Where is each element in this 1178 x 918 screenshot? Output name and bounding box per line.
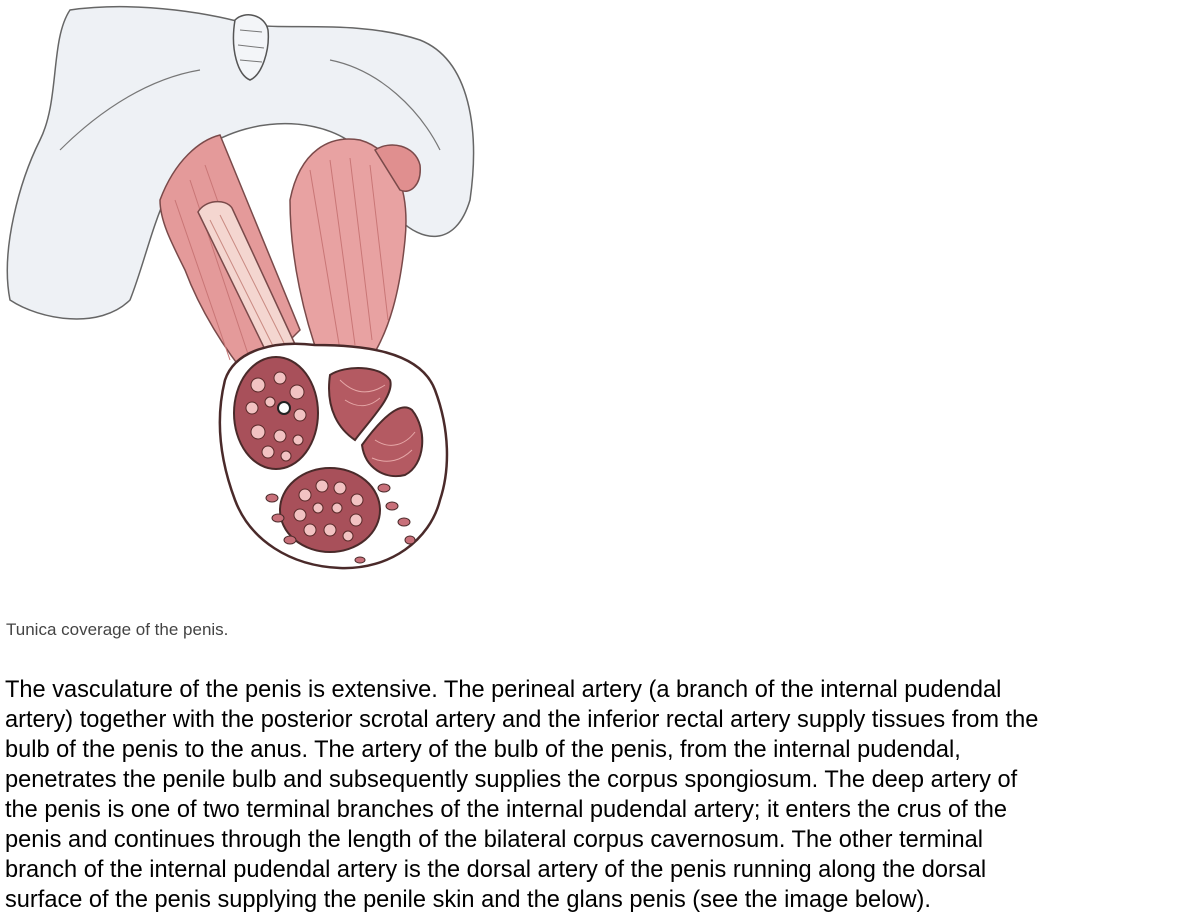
paragraph-line: the penis is one of two terminal branches of the internal pudendal artery; it enters the crus of the: [5, 797, 1007, 823]
paragraph-line: bulb of the penis to the anus. The artery of the bulb of the penis, from the internal pudendal,: [5, 737, 961, 763]
paragraph-line: The vasculature of the penis is extensive. The perineal artery (a branch of the internal pudendal: [5, 677, 1002, 703]
paragraph-line: branch of the internal pudendal artery is the dorsal artery of the penis running along the dorsal: [5, 857, 987, 883]
paragraph-line: artery) together with the posterior scrotal artery and the inferior rectal artery supply tissues from the: [5, 707, 1039, 733]
penis-cross-section-drawing: [0, 0, 500, 590]
deep-artery: [278, 402, 290, 414]
paragraph-line: penetrates the penile bulb and subsequently supplies the corpus spongiosum. The deep artery of: [5, 767, 1018, 793]
body-paragraph: [5, 675, 1177, 915]
paragraph-line: penis and continues through the length of the bilateral corpus cavernosum. The other terminal: [5, 827, 983, 853]
anatomy-illustration: [0, 0, 500, 590]
figure-caption: Tunica coverage of the penis.: [6, 620, 229, 639]
paragraph-line: surface of the penis supplying the penile skin and the glans penis (see the image below).: [5, 887, 931, 913]
